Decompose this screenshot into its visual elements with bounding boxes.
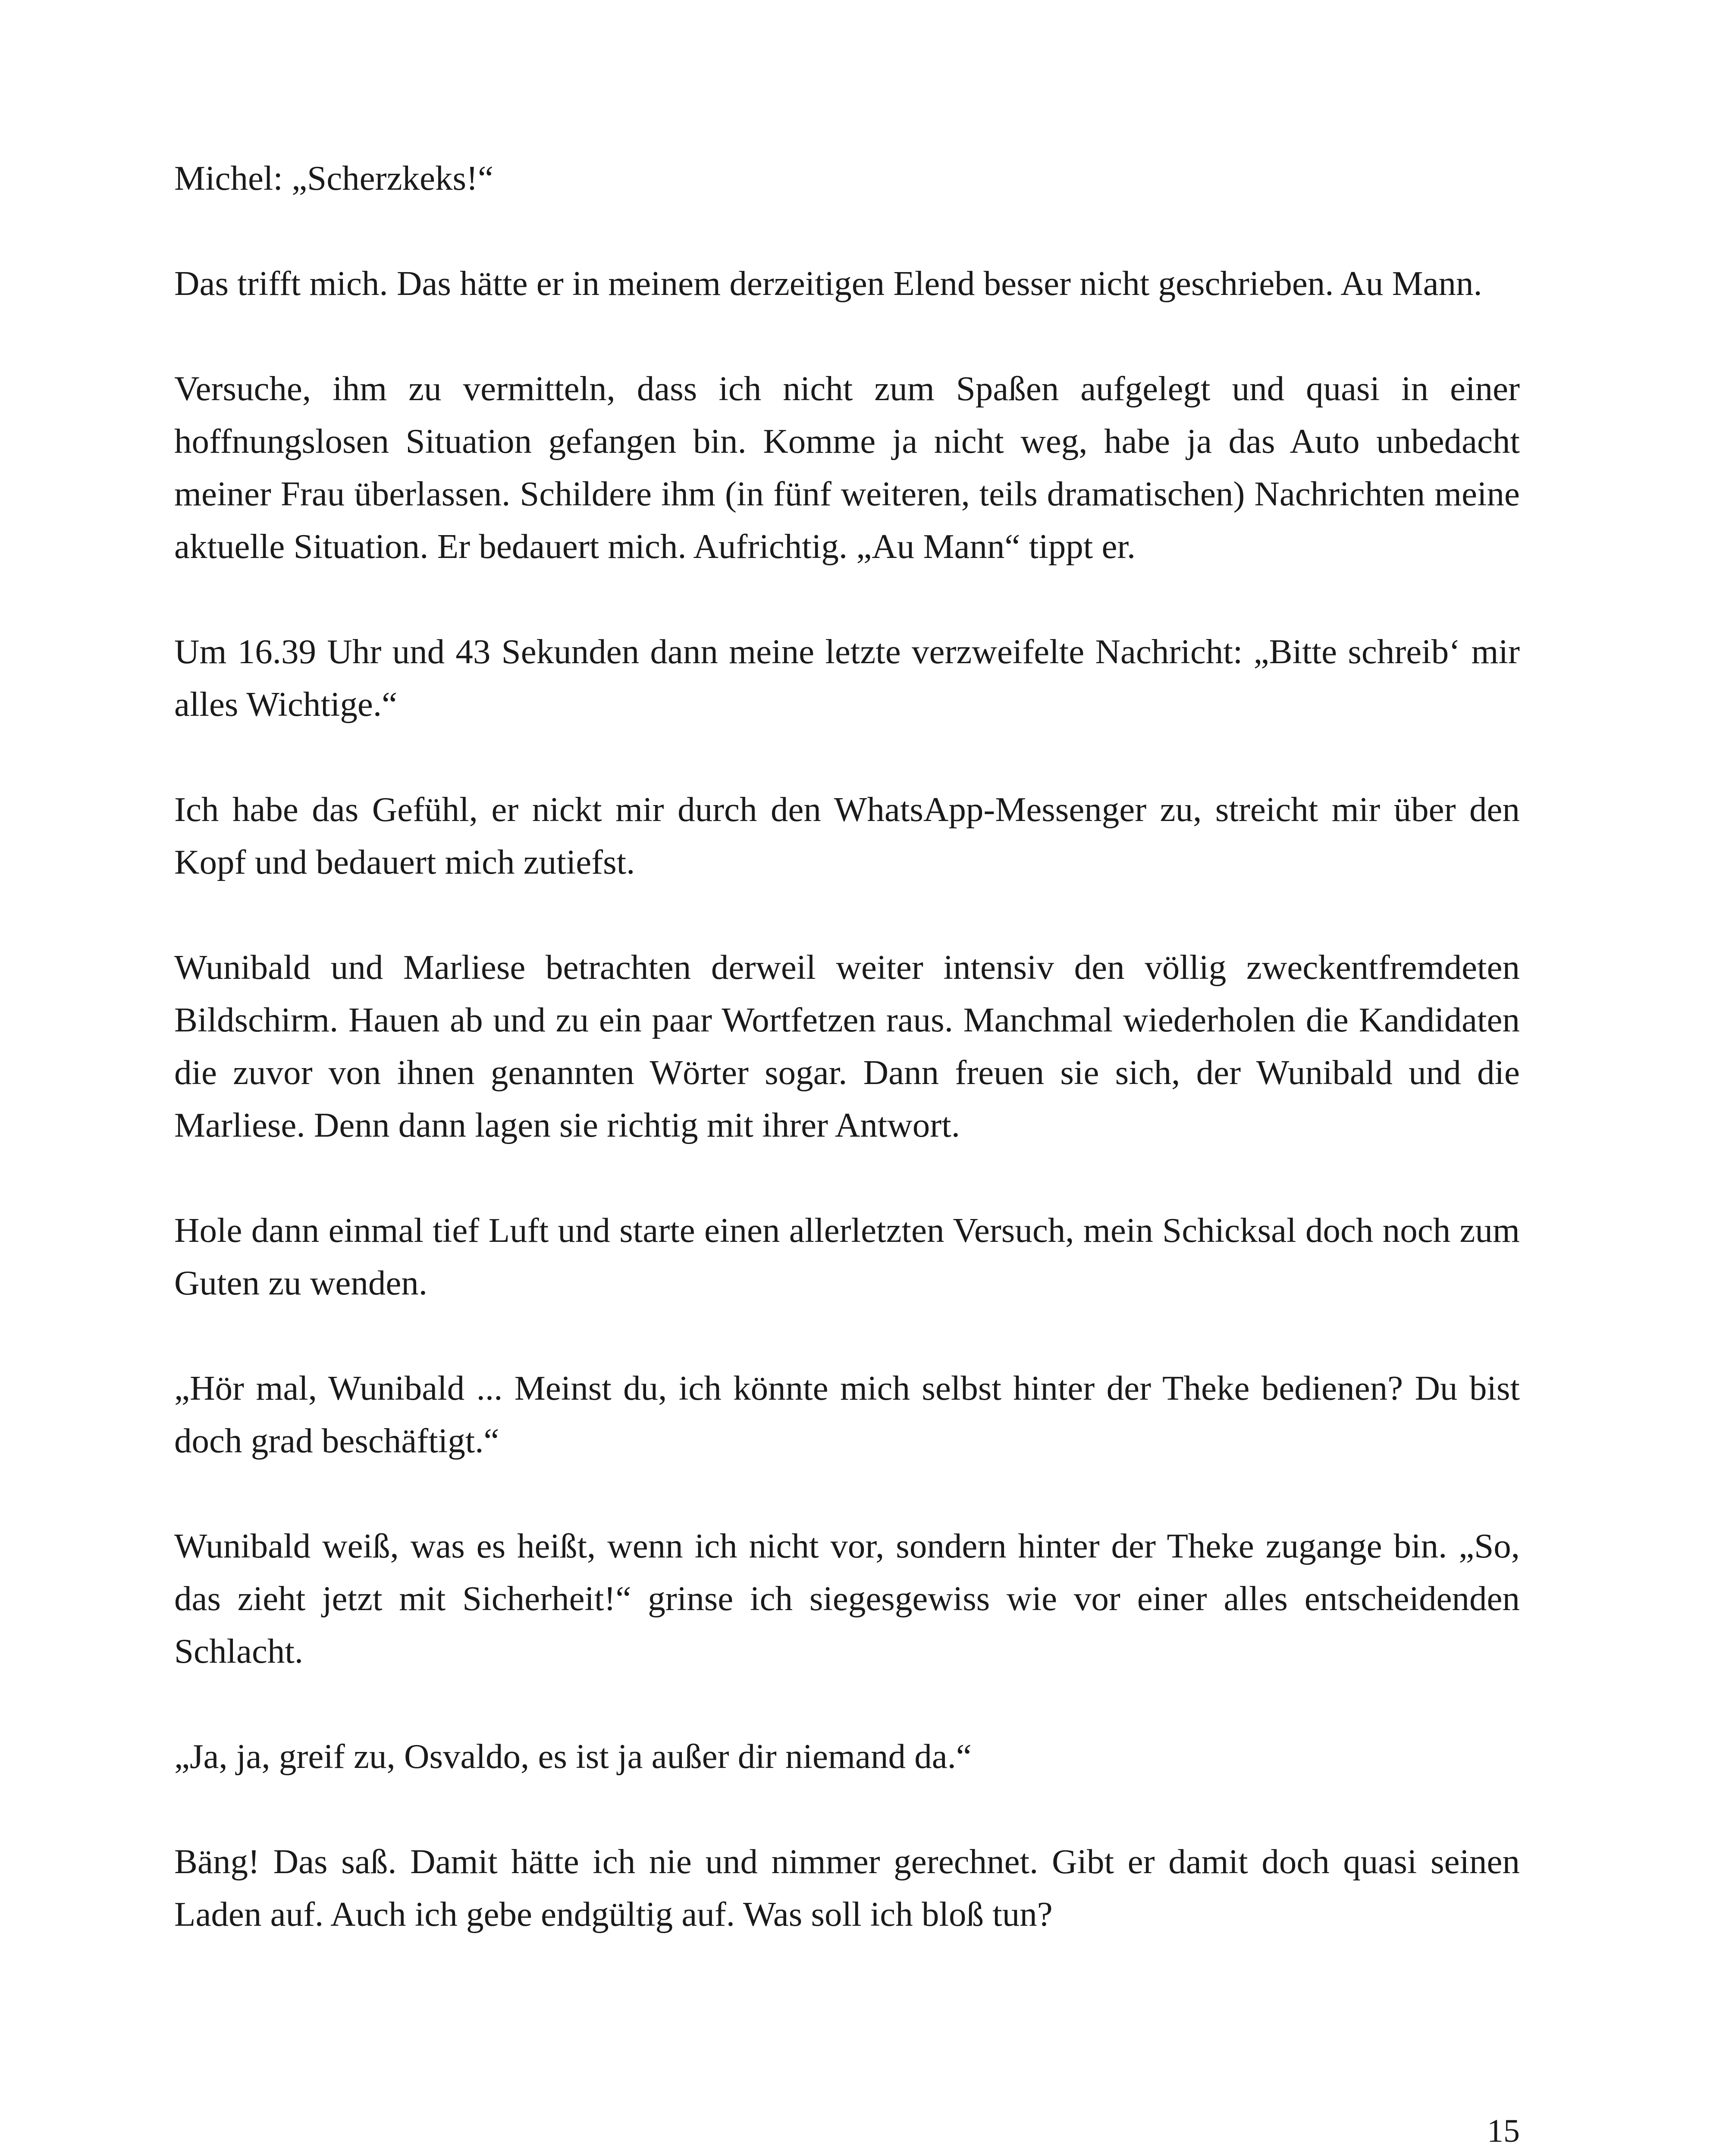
paragraph-8: „Hör mal, Wunibald ... Meinst du, ich könnte mich selbst hinter der Theke bedienen? Du bist doch grad beschäftigt.“	[174, 1369, 1520, 1460]
page-number: 15	[1487, 2113, 1520, 2149]
paragraph-3: Versuche, ihm zu vermitteln, dass ich nicht zum Spaßen aufgelegt und quasi in einer hoffnungslosen Situation gefangen bin. Komme ja nicht weg, habe ja das Auto unbedacht meiner Frau überlassen. Schildere ihm (in fünf weiteren, teils dramatischen) Nachrichten meine aktuelle Situation. Er bedauert mich. Aufrichtig. „Au Mann“ tippt er.	[174, 369, 1520, 566]
paragraph-2: Das trifft mich. Das hätte er in meinem derzeitigen Elend besser nicht geschrieben. Au Mann.	[174, 264, 1482, 303]
paragraph-7: Hole dann einmal tief Luft und starte einen allerletzten Versuch, mein Schicksal doch noch zum Guten zu wenden.	[174, 1211, 1520, 1302]
paragraph-10: „Ja, ja, greif zu, Osvaldo, es ist ja außer dir niemand da.“	[174, 1737, 972, 1776]
paragraph-5: Ich habe das Gefühl, er nickt mir durch den WhatsApp-Messenger zu, streicht mir über den Kopf und bedauert mich zutiefst.	[174, 790, 1520, 881]
paragraph-9: Wunibald weiß, was es heißt, wenn ich nicht vor, sondern hinter der Theke zugange bin. „So, das zieht jetzt mit Sicherheit!“ grinse ich siegesgewiss wie vor einer alles entscheidenden Schlacht.	[174, 1526, 1520, 1670]
paragraph-6: Wunibald und Marliese betrachten derweil weiter intensiv den völlig zweckentfremdeten Bildschirm. Hauen ab und zu ein paar Wortfetzen raus. Manchmal wiederholen die Kandidaten die zuvor von ihnen genannten Wörter sogar. Dann freuen sie sich, der Wunibald und die Marliese. Denn dann lagen sie richtig mit ihrer Antwort.	[174, 948, 1520, 1144]
paragraph-4: Um 16.39 Uhr und 43 Sekunden dann meine letzte verzweifelte Nachricht: „Bitte schreib‘ mir alles Wichtige.“	[174, 632, 1520, 724]
body-text	[174, 152, 1520, 1940]
paragraph-1: Michel: „Scherzkeks!“	[174, 159, 493, 197]
paragraph-11: Bäng! Das saß. Damit hätte ich nie und nimmer gerechnet. Gibt er damit doch quasi seinen Laden auf. Auch ich gebe endgültig auf. Was soll ich bloß tun?	[174, 1842, 1520, 1934]
